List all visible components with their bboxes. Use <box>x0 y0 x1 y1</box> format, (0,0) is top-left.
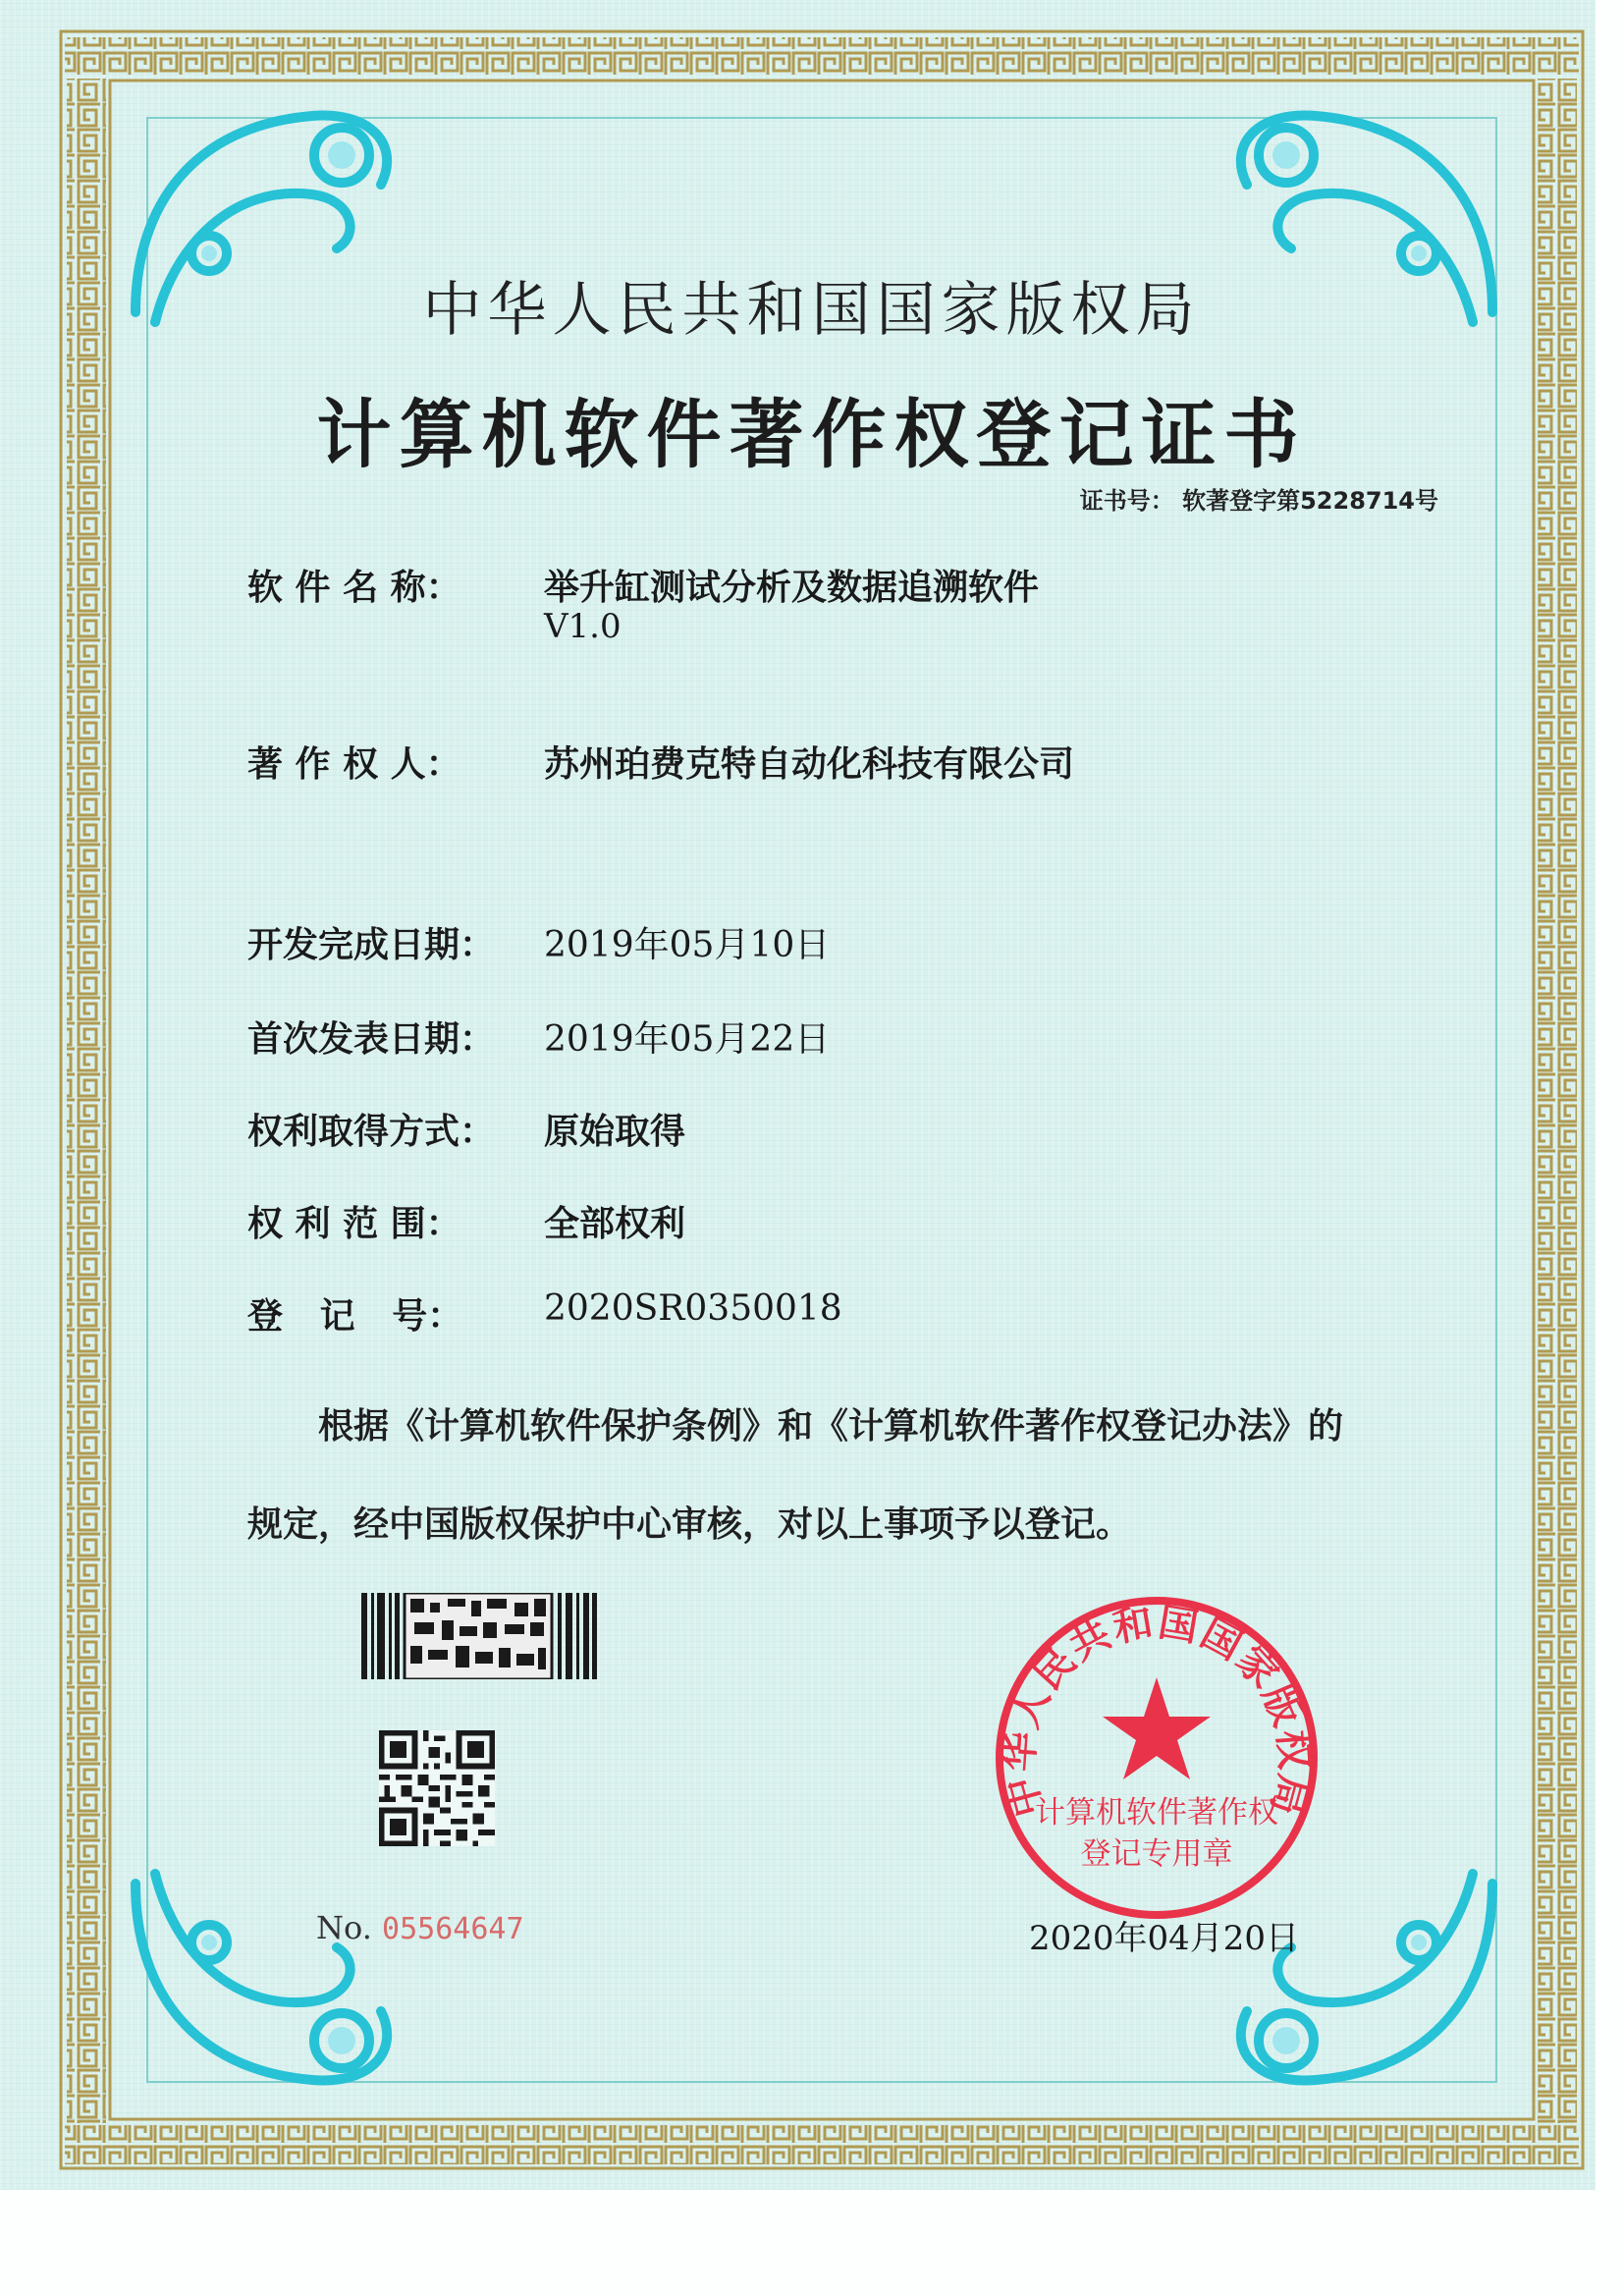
field-value: 2019年05月22日 <box>544 1019 831 1060</box>
field-publication-date <box>247 1011 831 1062</box>
corner-ornament-icon <box>116 1854 410 2109</box>
seal-inner-line-1: 计算机软件著作权 <box>1035 1795 1278 1831</box>
certificate-title: 计算机软件著作权登记证书 <box>316 391 1307 478</box>
field-value: 举升缸测试分析及数据追溯软件 <box>544 568 1040 608</box>
star-icon <box>1103 1677 1211 1779</box>
statement-line-1: 根据《计算机软件保护条例》和《计算机软件著作权登记办法》的 <box>318 1406 1344 1447</box>
field-copyright-owner <box>247 737 1075 787</box>
field-value: 全部权利 <box>544 1204 686 1244</box>
field-label: 开发完成日期： <box>247 925 496 965</box>
field-label: 登 记 号： <box>247 1296 463 1337</box>
field-value: 苏州珀费克特自动化科技有限公司 <box>544 744 1075 785</box>
field-value-line2: V1.0 <box>544 607 622 646</box>
seal-outer-text: 中华人民共和国国家版权局 <box>996 1600 1318 1822</box>
issue-date: 2020年04月20日 <box>1029 1919 1300 1958</box>
barcode-icon <box>361 1593 597 1679</box>
field-value: 原始取得 <box>544 1112 686 1152</box>
certificate-number: 证书号： 软著登字第5228714号 <box>1079 487 1438 515</box>
field-value: 2020SR0350018 <box>544 1288 842 1329</box>
issuing-authority-title: 中华人民共和国国家版权局 <box>422 276 1201 345</box>
seal-inner-line-2: 登记专用章 <box>1080 1836 1233 1872</box>
serial-value: 05564647 <box>382 1912 524 1946</box>
field-label: 首次发表日期： <box>247 1019 496 1060</box>
field-label: 权 利 范 围： <box>247 1204 461 1244</box>
field-label: 著 作 权 人： <box>247 744 461 785</box>
field-label: 软 件 名 称： <box>247 568 461 608</box>
field-value: 2019年05月10日 <box>544 925 831 965</box>
field-registration-number <box>247 1288 842 1339</box>
serial-prefix: No. <box>316 1909 372 1946</box>
field-rights-scope <box>247 1196 686 1246</box>
qr-code-icon <box>379 1730 495 1846</box>
field-label: 权利取得方式： <box>247 1112 496 1152</box>
field-software-name <box>247 560 1040 610</box>
serial-number <box>316 1909 524 1946</box>
field-completion-date <box>247 917 831 967</box>
statement-line-2: 规定，经中国版权保护中心审核，对以上事项予以登记。 <box>247 1504 1132 1545</box>
official-seal <box>990 1591 1324 1925</box>
field-rights-acquisition <box>247 1104 686 1154</box>
